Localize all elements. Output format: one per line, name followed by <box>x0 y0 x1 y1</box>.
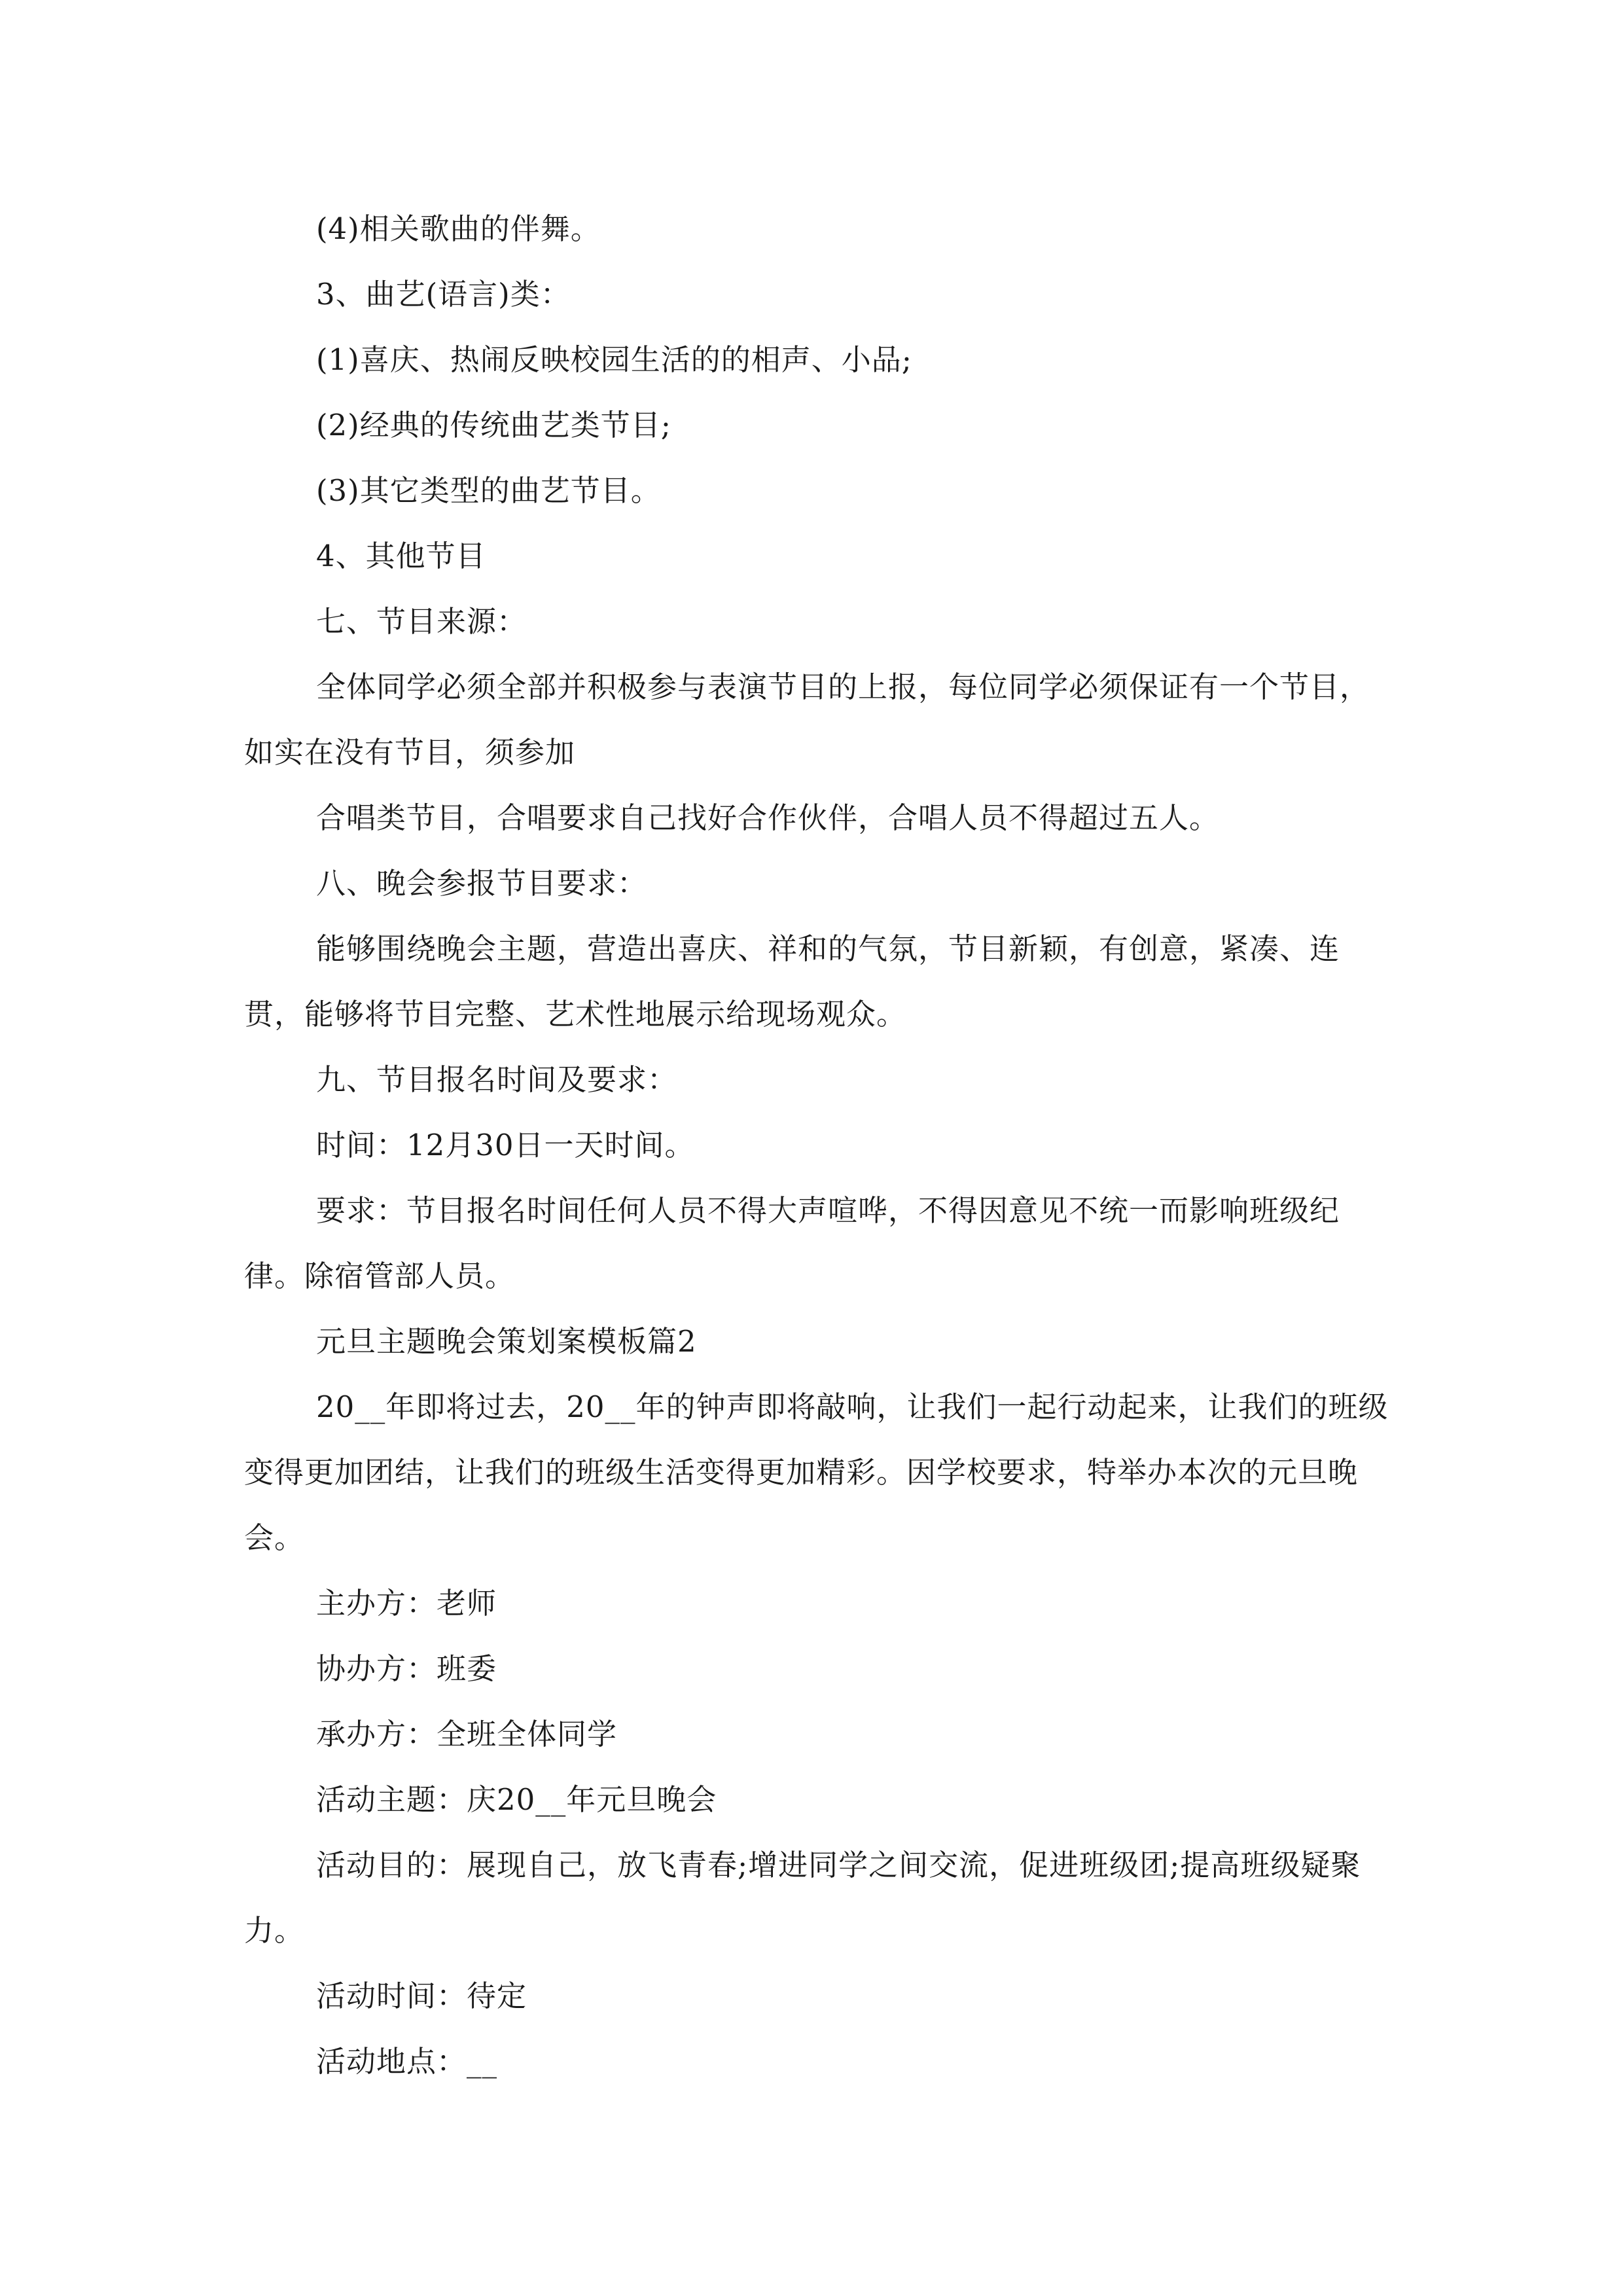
paragraph-registration-rules: 要求：节目报名时间任何人员不得大声喧哗，不得因意见不统一而影响班级纪律。除宿管部人员。 <box>244 1193 1340 1293</box>
paragraph-host: 主办方：老师 <box>316 1586 497 1621</box>
article-title-part-2: 元旦主题晚会策划案模板篇2 <box>316 1324 697 1359</box>
list-item-traditional-quyi: (2)经典的传统曲艺类节目; <box>316 408 671 442</box>
section-heading-registration: 九、节目报名时间及要求： <box>316 1062 678 1097</box>
paragraph-registration-time: 时间：12月30日一天时间。 <box>316 1128 695 1162</box>
paragraph-chorus: 合唱类节目，合唱要求自己找好合作伙伴，合唱人员不得超过五人。 <box>316 800 1220 835</box>
list-item-other-quyi: (3)其它类型的曲艺节目。 <box>316 473 661 508</box>
paragraph-program-source: 全体同学必须全部并积极参与表演节目的上报，每位同学必须保证有一个节目，如实在没有节目，须参加 <box>244 670 1370 770</box>
list-item-crosstalk-skits: (1)喜庆、热闹反映校园生活的的相声、小品; <box>316 342 912 377</box>
list-item-accompanying-dance: (4)相关歌曲的伴舞。 <box>316 211 601 246</box>
paragraph-purpose: 活动目的：展现自己，放飞青春;增进同学之间交流，促进班级团;提高班级疑聚力。 <box>244 1848 1361 1948</box>
document-body <box>244 196 1396 2094</box>
section-heading-quyi: 3、曲艺(语言)类： <box>316 277 571 312</box>
section-heading-other-programs: 4、其他节目 <box>316 539 486 573</box>
paragraph-organizer: 承办方：全班全体同学 <box>316 1717 618 1751</box>
section-heading-program-source: 七、节目来源： <box>316 604 527 639</box>
paragraph-intro: 20__年即将过去，20__年的钟声即将敲响，让我们一起行动起来，让我们的班级变得更加团结，让我们的班级生活变得更加精彩。因学校要求，特举办本次的元旦晚会。 <box>244 1390 1389 1555</box>
paragraph-location: 活动地点：__ <box>316 2044 498 2079</box>
paragraph-theme: 活动主题：庆20__年元旦晚会 <box>316 1782 717 1817</box>
paragraph-co-organizer: 协办方：班委 <box>316 1651 497 1686</box>
paragraph-program-requirements: 能够围绕晚会主题，营造出喜庆、祥和的气氛，节目新颖，有创意，紧凑、连贯，能够将节目完整、艺术性地展示给现场观众。 <box>244 931 1340 1031</box>
paragraph-time: 活动时间：待定 <box>316 1979 527 2013</box>
section-heading-program-requirements: 八、晚会参报节目要求： <box>316 866 648 901</box>
